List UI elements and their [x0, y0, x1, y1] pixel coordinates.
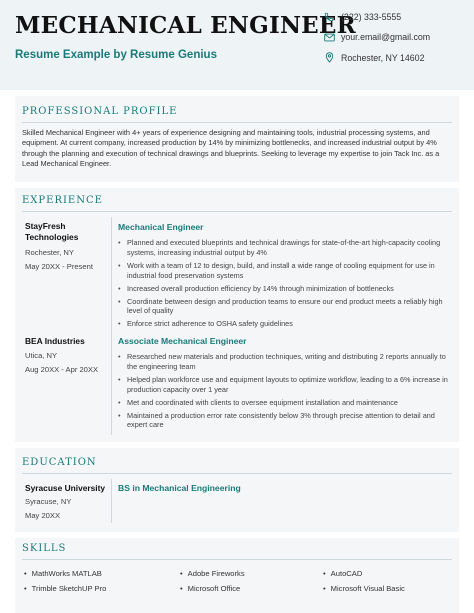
map-pin-icon: [323, 52, 335, 63]
experience-heading: EXPERIENCE: [22, 195, 103, 206]
education-location: Syracuse, NY: [25, 497, 72, 506]
list-item: • Met and coordinated with clients to oversee equipment installation and maintenance: [118, 398, 452, 408]
list-item: • Coordinate between design and production teams to ensure our end product meets a reliably high level of quality: [118, 297, 452, 317]
list-item: • Increased overall production efficiency by 14% through minimization of bottlenecks: [118, 284, 452, 294]
job-dates: Aug 20XX - Apr 20XX: [25, 365, 99, 374]
header: [0, 0, 474, 90]
education-date: May 20XX: [25, 511, 61, 520]
job-dates: May 20XX - Present: [25, 262, 93, 271]
phone-text: (222) 333-5555: [341, 12, 402, 22]
job-bullets: [118, 352, 452, 433]
skill-item: • Microsoft Visual Basic: [323, 584, 405, 593]
divider: [22, 559, 452, 560]
profile-summary: Skilled Mechanical Engineer with 4+ years of experience designing and maintaining tools, industrial processing systems, and equipment. At current company, increased production by 14% by minimizing bottlenecks, and increased industrial output by 4% through the planning and execution of technical drawings and blueprints. Seeking to leverage my expertise to join Tack Inc. as a Lead Mechanical Engineer.: [22, 128, 440, 169]
education-heading: EDUCATION: [22, 457, 97, 468]
job-title: Mechanical Engineer: [118, 222, 204, 232]
job-company: BEA Industries: [25, 336, 85, 346]
candidate-name: MECHANICAL ENGINEER: [15, 12, 356, 39]
profile-heading: PROFESSIONAL PROFILE: [22, 106, 178, 117]
job-bullets: [118, 238, 452, 332]
education-degree: BS in Mechanical Engineering: [118, 483, 241, 493]
list-item: • Enforce strict adherence to OSHA safety guidelines: [118, 319, 452, 329]
contact-email: [323, 32, 430, 42]
skill-item: • Adobe Fireworks: [180, 569, 245, 578]
resume-subtitle: Resume Example by Resume Genius: [15, 49, 217, 61]
job-location: Utica, NY: [25, 351, 58, 360]
divider: [22, 211, 452, 212]
location-text: Rochester, NY 14602: [341, 52, 425, 63]
skill-item: • Microsoft Office: [180, 584, 240, 593]
list-item: • Helped plan workforce use and equipment layouts to optimize workflow, leading to a 6% increase in production capacity over 1 year: [118, 375, 452, 395]
list-item: • Work with a team of 12 to design, build, and install a wide range of cooling equipment for use in industrial food preservation systems: [118, 261, 452, 281]
job-title: Associate Mechanical Engineer: [118, 336, 247, 346]
skill-item: • AutoCAD: [323, 569, 362, 578]
envelope-icon: [323, 33, 335, 42]
list-item: • Maintained a production error rate consistently below 3% through precise attention to detail and expert care: [118, 411, 452, 431]
contact-location: [323, 52, 424, 63]
skills-heading: SKILLS: [22, 543, 67, 554]
email-link[interactable]: your.email@gmail.com: [341, 32, 431, 42]
skill-item: • MathWorks MATLAB: [24, 569, 102, 578]
skill-item: • Trimble SketchUP Pro: [24, 584, 106, 593]
job-company: StayFresh Technologies: [25, 221, 79, 242]
job-location: Rochester, NY: [25, 248, 74, 257]
contact-phone: [323, 12, 401, 22]
divider: [22, 473, 452, 474]
phone-icon: [323, 12, 335, 22]
education-school: Syracuse University: [25, 483, 106, 493]
column-divider: [111, 217, 112, 435]
list-item: • Planned and executed blueprints and technical drawings for state-of-the-art high-capacity cooling systems, increasing industrial output by 4%: [118, 238, 452, 258]
divider: [22, 122, 452, 123]
list-item: • Researched new materials and production techniques, writing and distributing 2 reports annually to the engineering team: [118, 352, 452, 372]
